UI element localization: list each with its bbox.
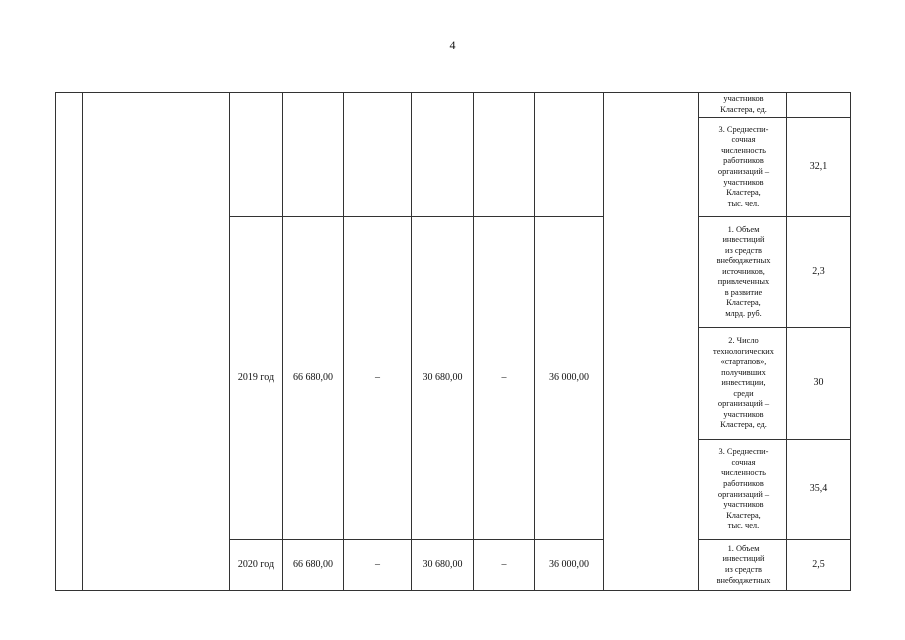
table-row xyxy=(56,93,851,118)
extrabudgetary-cell xyxy=(535,93,604,217)
executor-cell xyxy=(604,93,699,591)
indicator-name-cell: 3. Среднеспи- сочная численность работников организаций – участников Кластера, тыс. чел. xyxy=(699,118,787,217)
measure-name-cell xyxy=(83,93,230,591)
program-funding-table xyxy=(55,92,851,591)
year-cell: 2019 год xyxy=(230,217,283,540)
local-budget-cell: – xyxy=(474,217,535,540)
index-cell xyxy=(56,93,83,591)
indicator-value-cell xyxy=(787,93,851,118)
indicator-name-cell: участников Кластера, ед. xyxy=(699,93,787,118)
year-cell: 2020 год xyxy=(230,540,283,591)
indicator-value-cell: 32,1 xyxy=(787,118,851,217)
page-number: 4 xyxy=(449,38,456,52)
indicator-name-cell: 1. Объем инвестиций из средств внебюджетных источников, привлеченных в развитие Кластера, млрд. руб. xyxy=(699,217,787,328)
local-budget-cell xyxy=(474,93,535,217)
indicator-value-cell: 2,3 xyxy=(787,217,851,328)
total-amount-cell xyxy=(283,93,344,217)
year-cell xyxy=(230,93,283,217)
indicator-name-cell: 3. Среднеспи- сочная численность работников организаций – участников Кластера, тыс. чел. xyxy=(699,440,787,540)
total-amount-cell: 66 680,00 xyxy=(283,217,344,540)
indicator-value-cell: 2,5 xyxy=(787,540,851,591)
federal-budget-cell xyxy=(344,93,412,217)
total-amount-cell: 66 680,00 xyxy=(283,540,344,591)
local-budget-cell: – xyxy=(474,540,535,591)
extrabudgetary-cell: 36 000,00 xyxy=(535,217,604,540)
federal-budget-cell: – xyxy=(344,217,412,540)
regional-budget-cell xyxy=(412,93,474,217)
indicator-name-cell: 1. Объем инвестиций из средств внебюджетных xyxy=(699,540,787,591)
extrabudgetary-cell: 36 000,00 xyxy=(535,540,604,591)
indicator-value-cell: 35,4 xyxy=(787,440,851,540)
federal-budget-cell: – xyxy=(344,540,412,591)
indicator-name-cell: 2. Число технологических «стартапов», получивших инвестиции, среди организаций – участников Кластера, ед. xyxy=(699,328,787,440)
regional-budget-cell: 30 680,00 xyxy=(412,217,474,540)
regional-budget-cell: 30 680,00 xyxy=(412,540,474,591)
indicator-value-cell: 30 xyxy=(787,328,851,440)
